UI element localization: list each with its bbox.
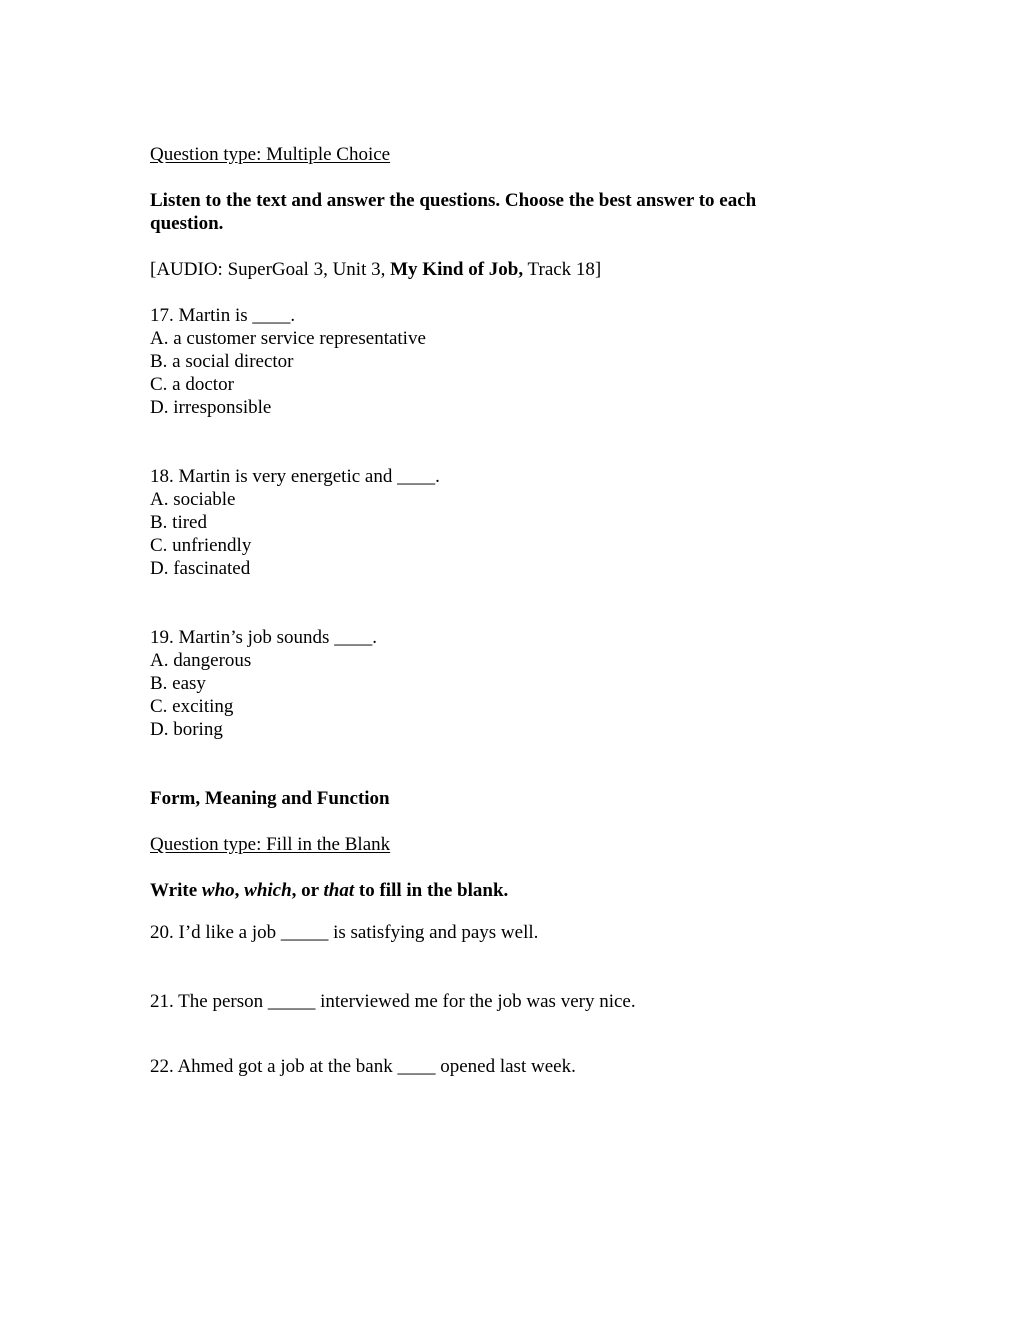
word-which: which [244, 880, 292, 901]
audio-prefix: [AUDIO: SuperGoal 3, Unit 3, [150, 259, 391, 280]
fill-blank-item: 22. Ahmed got a job at the bank ____ opened last week. [150, 1056, 576, 1077]
answer-option: C. a doctor [150, 374, 234, 395]
answer-option: B. tired [150, 512, 207, 533]
question-stem: 17. Martin is ____. [150, 305, 296, 326]
answer-option: D. fascinated [150, 558, 251, 579]
word-who: who [201, 880, 235, 901]
answer-option: A. sociable [150, 489, 236, 510]
question-type-label: Question type: Fill in the Blank [150, 834, 391, 855]
word-that: that [323, 880, 355, 901]
fill-blank-item: 21. The person _____ interviewed me for the job was very nice. [150, 991, 636, 1012]
instruction-write: Write [150, 880, 202, 901]
answer-option: B. a social director [150, 351, 294, 372]
instruction-or: , or [291, 880, 324, 901]
answer-option: B. easy [150, 673, 206, 694]
audio-title: My Kind of Job, [390, 259, 524, 280]
instruction-comma: , [234, 880, 245, 901]
answer-option: A. a customer service representative [150, 328, 426, 349]
answer-option: D. irresponsible [150, 397, 272, 418]
audio-reference [150, 258, 601, 281]
instructions-line-2: question. [150, 213, 224, 234]
answer-option: C. unfriendly [150, 535, 252, 556]
instruction-end: to fill in the blank. [354, 880, 509, 901]
fill-blank-instructions [150, 879, 508, 902]
section-heading: Form, Meaning and Function [150, 788, 390, 809]
question-stem: 18. Martin is very energetic and ____. [150, 466, 440, 487]
answer-option: C. exciting [150, 696, 234, 717]
instructions-line-1: Listen to the text and answer the questions. Choose the best answer to each [150, 190, 757, 211]
question-stem: 19. Martin’s job sounds ____. [150, 627, 377, 648]
question-type-label: Question type: Multiple Choice [150, 144, 391, 165]
audio-suffix: Track 18] [523, 259, 602, 280]
answer-option: D. boring [150, 719, 223, 740]
answer-option: A. dangerous [150, 650, 252, 671]
fill-blank-item: 20. I’d like a job _____ is satisfying and pays well. [150, 922, 539, 943]
